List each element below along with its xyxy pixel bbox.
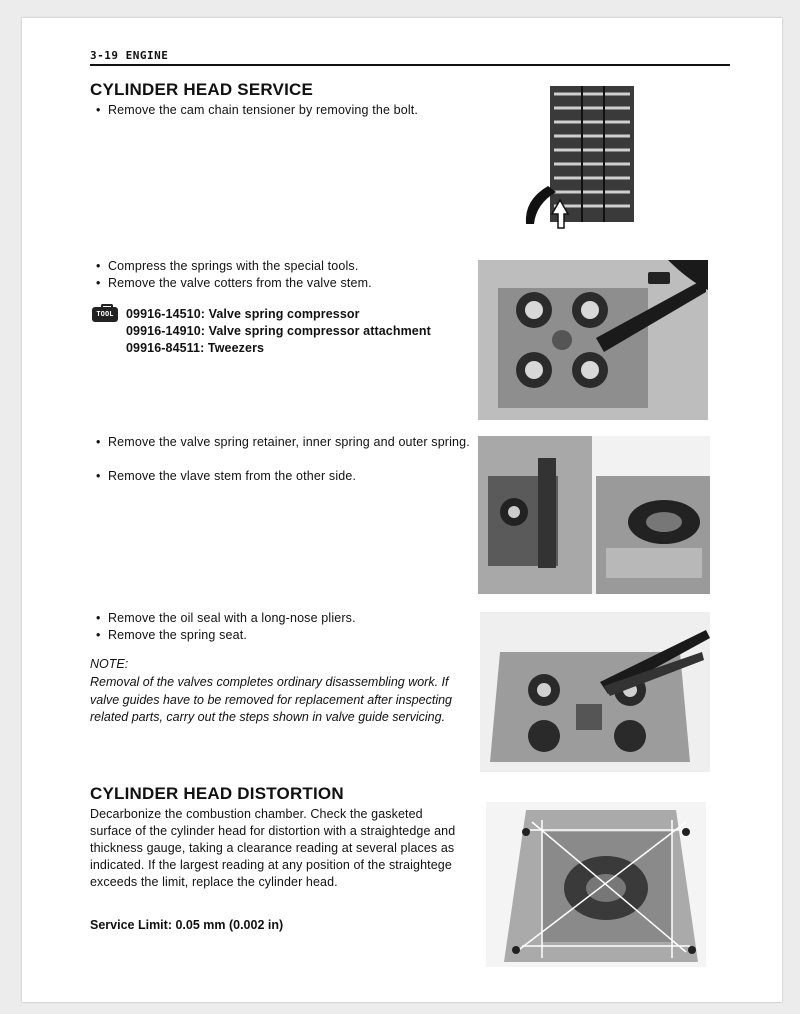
note-text: Removal of the valves completes ordinary disassembling work. If valve guides have to be removed for replacement after inspecting related parts, carry out the steps shown in valve guide servicing. [90,675,453,724]
special-tools-list [90,306,431,357]
photo-cam-chain-tensioner [520,82,640,232]
section-title-cylinder-head-distortion: CYLINDER HEAD DISTORTION [90,784,344,803]
service-limit: Service Limit: 0.05 mm (0.002 in) [90,918,284,932]
page-header [90,46,730,66]
step-compress-springs: • Compress the springs with the special tools. [90,258,488,275]
photo-cylinder-head-distortion [486,802,706,967]
photo-valve-spring-retainer [478,436,710,594]
page-label: 3-19 ENGINE [90,49,169,62]
distortion-instructions: Decarbonize the combustion chamber. Check the gasketed surface of the cylinder head for distortion with a straightedge and thickness gauge, taking a clearance reading at several places as indicated. If the largest reading at any position of the straightege exceeds the limit, replace the cylinder head. [90,807,456,889]
tool-icon: TOOL [92,307,118,322]
step-remove-valve-stem: • Remove the vlave stem from the other side. [90,468,488,485]
step-remove-spring-seat: • Remove the spring seat. [90,627,488,644]
tool-item: 09916-84511: Tweezers [126,341,265,355]
step-remove-tensioner: • Remove the cam chain tensioner by removing the bolt. [90,102,488,119]
note-heading: NOTE: [90,657,129,671]
step-remove-retainer: • Remove the valve spring retainer, inner spring and outer spring. [90,434,473,451]
step-remove-cotters: • Remove the valve cotters from the valve stem. [90,275,488,292]
section-title-cylinder-head-service: CYLINDER HEAD SERVICE [90,80,314,99]
tool-item: 09916-14910: Valve spring compressor attachment [126,324,431,338]
photo-valve-spring-compressor [478,260,708,420]
step-remove-oil-seal: • Remove the oil seal with a long-nose pliers. [90,610,488,627]
photo-oil-seal-removal [480,612,710,772]
tool-item: 09916-14510: Valve spring compressor [126,307,360,321]
manual-page [22,18,782,1002]
